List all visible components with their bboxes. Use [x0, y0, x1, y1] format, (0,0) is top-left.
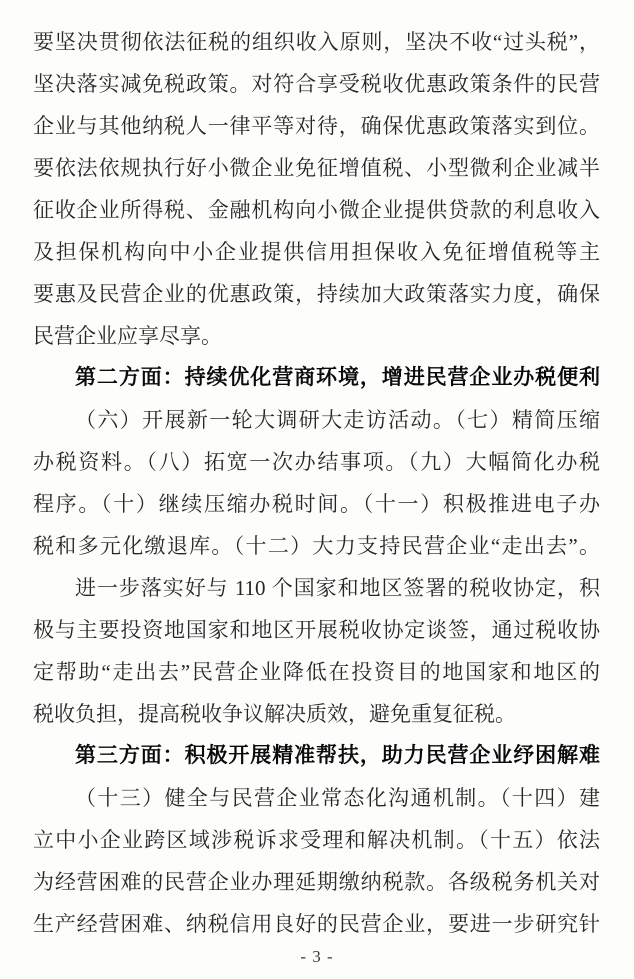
text-line: 办税资料。（八）拓宽一次办结事项。（九）大幅简化办税 — [33, 450, 600, 474]
page-number: - 3 - — [300, 947, 334, 966]
text-line: （十三）健全与民营企业常态化沟通机制。（十四）建 — [75, 786, 600, 810]
section-heading-3: 第三方面：积极开展精准帮扶，助力民营企业纾困解难 — [75, 744, 600, 767]
text-line: 税收负担，提高税收争议解决质效，避免重复征税。 — [33, 702, 516, 726]
text-line: 定帮助“走出去”民营企业降低在投资目的地国家和地区的 — [33, 660, 600, 684]
text-line: 及担保机构向中小企业提供信用担保收入免征增值税等主 — [33, 240, 600, 264]
document-body — [33, 21, 600, 945]
text-line: 立中小企业跨区域涉税诉求受理和解决机制。（十五）依法 — [33, 828, 600, 852]
text-line: 税和多元化缴退库。（十二）大力支持民营企业“走出去”。 — [33, 534, 600, 558]
text-line: 生产经营困难、纳税信用良好的民营企业，要进一步研究针 — [33, 912, 600, 936]
text-line: 极与主要投资地国家和地区开展税收协定谈签，通过税收协 — [33, 618, 600, 642]
text-line: （六）开展新一轮大调研大走访活动。（七）精简压缩 — [75, 408, 600, 432]
text-line: 征收企业所得税、金融机构向小微企业提供贷款的利息收入 — [33, 198, 600, 222]
text-line: 民营企业应享尽享。 — [33, 324, 222, 348]
text-line: 要坚决贯彻依法征税的组织收入原则，坚决不收“过头税”， — [33, 30, 600, 54]
text-line: 坚决落实减免税政策。对符合享受税收优惠政策条件的民营 — [33, 72, 600, 96]
text-line: 要惠及民营企业的优惠政策，持续加大政策落实力度，确保 — [33, 282, 600, 306]
section-heading-2: 第二方面：持续优化营商环境，增进民营企业办税便利 — [75, 366, 600, 389]
text-line: 程序。（十）继续压缩办税时间。（十一）积极推进电子办 — [33, 492, 600, 516]
text-line: 为经营困难的民营企业办理延期缴纳税款。各级税务机关对 — [33, 870, 600, 894]
text-line: 企业与其他纳税人一律平等对待，确保优惠政策落实到位。 — [33, 114, 600, 138]
text-line: 要依法依规执行好小微企业免征增值税、小型微利企业减半 — [33, 156, 600, 180]
text-line: 进一步落实好与 110 个国家和地区签署的税收协定，积 — [75, 576, 600, 600]
